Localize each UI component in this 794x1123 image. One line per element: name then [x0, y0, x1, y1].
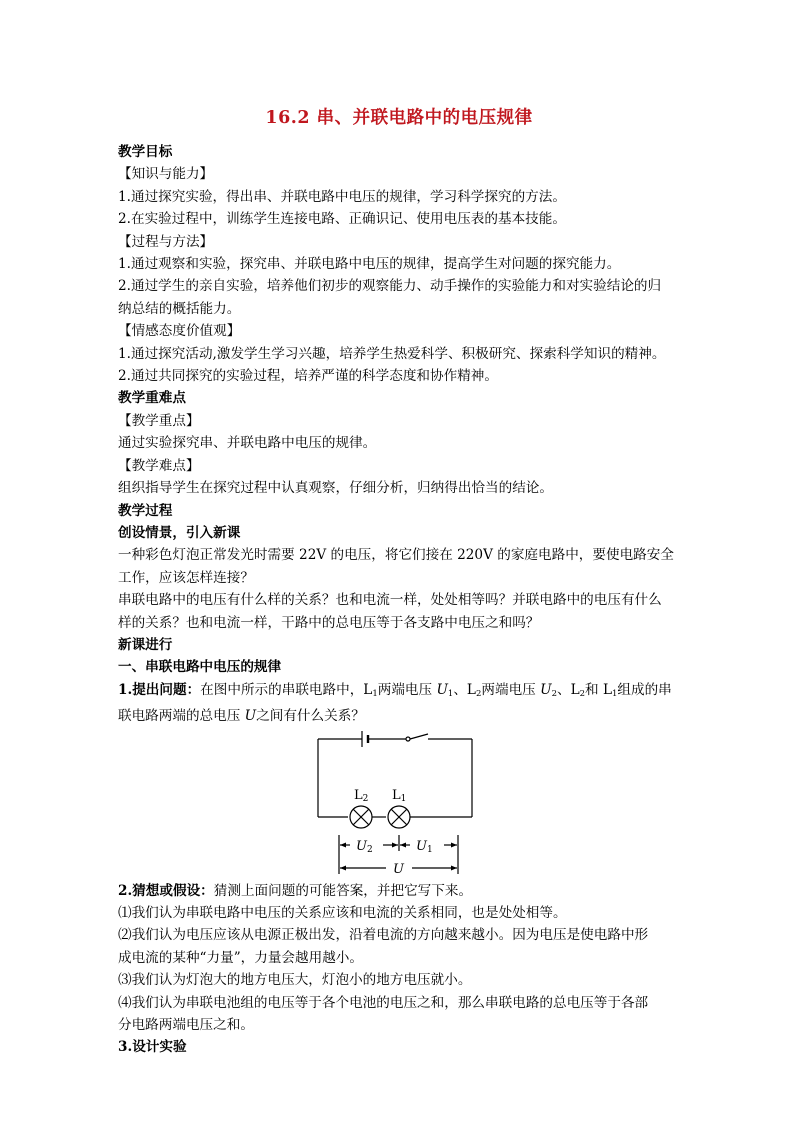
subscript: 2 [475, 688, 482, 699]
heading-goals: 教学目标 [118, 144, 173, 160]
paragraph: 样的关系？也和电流一样，干路中的总电压等于各支路中电压之和吗？ [118, 614, 540, 631]
subheading-key-point: 【教学重点】 [118, 412, 200, 429]
paragraph: 1.通过探究活动,激发学生学习兴趣，培养学生热爱科学、积极研究、探索科学知识的精神。 [118, 345, 666, 362]
arrowhead [451, 842, 457, 847]
arrowhead [340, 842, 346, 847]
series-circuit-diagram [118, 731, 680, 877]
paragraph: 2.通过共同探究的实验过程，培养严谨的科学态度和协作精神。 [118, 368, 498, 385]
subheading-knowledge: 【知识与能力】 [118, 166, 214, 183]
subheading-method: 【过程与方法】 [118, 233, 214, 250]
subheading-difficulty: 【教学难点】 [118, 457, 200, 474]
label-u: U [393, 861, 404, 877]
document-body [118, 104, 680, 1059]
text: 、L [453, 681, 476, 698]
text: 联电路两端的总电压 [118, 708, 245, 725]
heading-intro: 创设情景，引入新课 [118, 524, 241, 541]
list-item: ⑴我们认为串联电路中电压的关系应该和电流的关系相同，也是处处相等。 [118, 904, 567, 921]
heading-design: 3.设计实验 [118, 1039, 187, 1056]
paragraph: 纳总结的概括能力。 [118, 300, 241, 317]
arrowhead [392, 842, 398, 847]
hypothesis-paragraph [118, 880, 680, 902]
question-paragraph [118, 679, 680, 705]
arrowhead [400, 842, 406, 847]
heading-new-lesson: 新课进行 [118, 636, 173, 653]
paragraph: 一种彩色灯泡正常发光时需要 22V 的电压，将它们接在 220V 的家庭电路中，要使电路安全 [118, 547, 674, 564]
var-u1: U [436, 681, 448, 698]
heading-part1: 一、串联电路中电压的规律 [118, 659, 282, 676]
subheading-values: 【情感态度价值观】 [118, 323, 241, 340]
page-title: 16.2 串、并联电路中的电压规律 [265, 108, 533, 128]
hypothesis-label: 2.猜想或假设： [118, 882, 214, 899]
paragraph: 组织指导学生在探究过程中认真观察，仔细分析，归纳得出恰当的结论。 [118, 480, 553, 497]
circuit-svg [306, 731, 476, 877]
list-item: 成电流的某种“力量”，力量会越用越小。 [118, 949, 363, 966]
arrowhead [340, 865, 346, 870]
heading-keys: 教学重难点 [118, 390, 186, 407]
heading-process: 教学过程 [118, 502, 173, 519]
text: 之间有什么关系？ [256, 708, 365, 725]
label-l2: L2 [354, 787, 369, 804]
text: 猜测上面问题的可能答案，并把它写下来。 [213, 882, 473, 899]
subscript: 1 [611, 688, 618, 699]
list-item: ⑷我们认为串联电池组的电压等于各个电池的电压之和，那么串联电路的总电压等于各部 [118, 994, 649, 1011]
subscript: 2 [551, 688, 557, 699]
paragraph: 通过实验探究串、并联电路中电压的规律。 [118, 435, 377, 452]
var-u: U [244, 708, 257, 725]
label-l1: L1 [392, 787, 407, 804]
subscript: 2 [579, 688, 586, 699]
var-u2: U [540, 681, 552, 698]
question-label: 1.提出问题： [118, 681, 201, 698]
text: 组成的串 [617, 681, 672, 698]
paragraph: 2.通过学生的亲自实验，培养他们初步的观察能力、动手操作的实验能力和对实验结论的归 [118, 278, 662, 295]
list-item: 分电路两端电压之和。 [118, 1017, 254, 1033]
subscript: 1 [447, 688, 454, 699]
paragraph: 工作，应该怎样连接？ [118, 569, 254, 586]
text: 和 L [585, 681, 612, 698]
paragraph: 1.通过观察和实验，探究串、并联电路中电压的规律，提高学生对问题的探究能力。 [118, 256, 621, 273]
text: 在图中所示的串联电路中，L [200, 681, 373, 698]
list-item: ⑵我们认为电压应该从电源正极出发，沿着电流的方向越来越小。因为电压是使电路中形 [118, 927, 649, 944]
paragraph: 1.通过探究实验，得出串、并联电路中电压的规律，学习科学探究的方法。 [118, 188, 566, 205]
list-item: ⑶我们认为灯泡大的地方电压大，灯泡小的地方电压就小。 [118, 972, 472, 989]
label-u1: U1 [416, 838, 433, 855]
text: 两端电压 [377, 681, 437, 698]
paragraph: 串联电路中的电压有什么样的关系？也和电流一样，处处相等吗？并联电路中的电压有什么 [118, 592, 662, 609]
text: 、L [556, 681, 580, 698]
label-u2: U2 [356, 838, 373, 855]
question-paragraph-2 [118, 705, 680, 727]
subscript: 1 [372, 688, 378, 699]
switch-contact [406, 737, 410, 741]
switch-blade [410, 734, 428, 739]
arrowhead [451, 865, 457, 870]
text: 两端电压 [481, 681, 541, 698]
paragraph: 2.在实验过程中，训练学生连接电路、正确识记、使用电压表的基本技能。 [118, 211, 566, 228]
